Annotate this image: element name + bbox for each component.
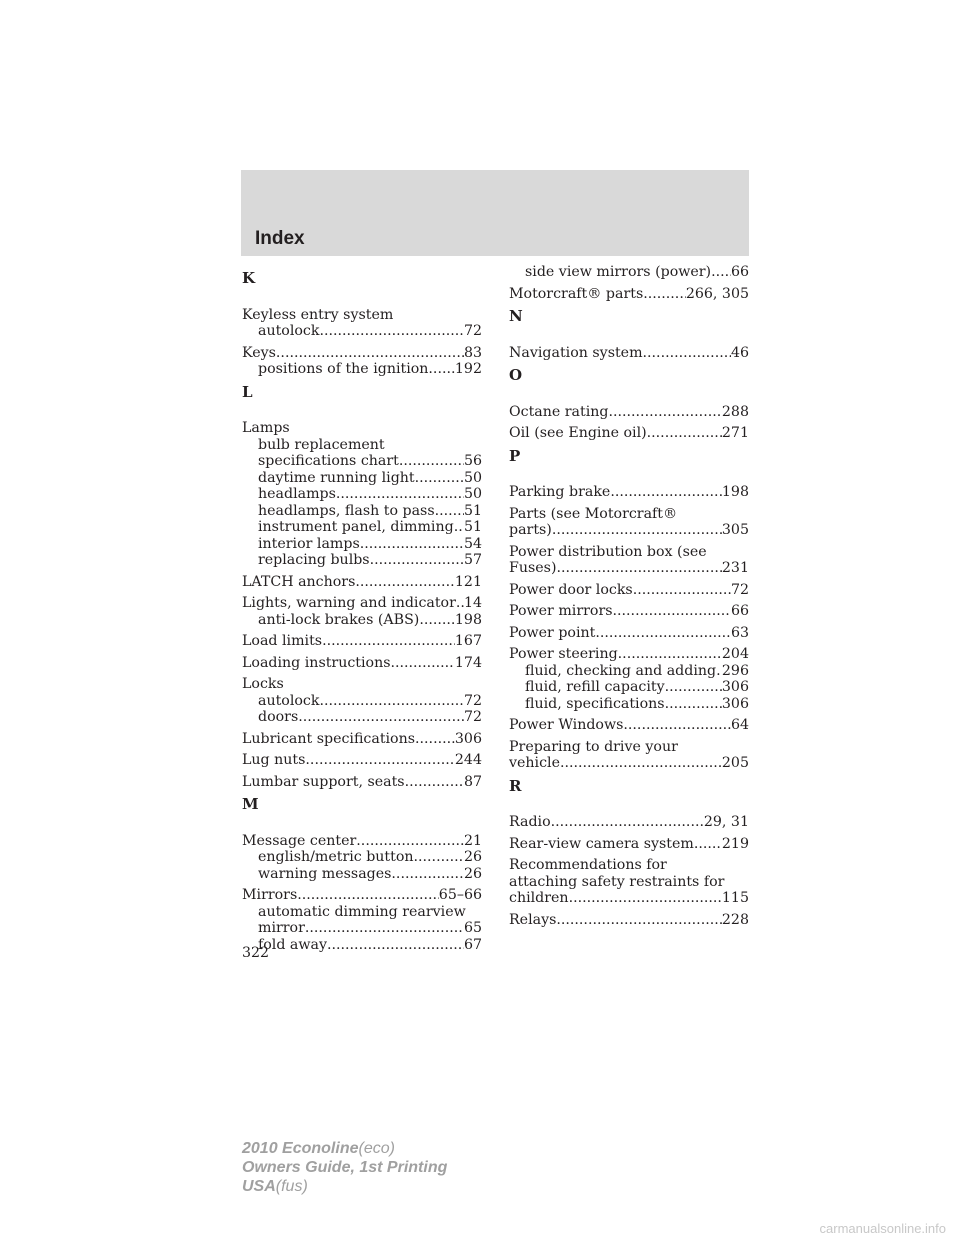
index-letter-heading: L [242,382,253,401]
entry-text: Power distribution box (see [509,543,707,560]
entry-text: headlamps, flash to pass [258,502,435,519]
entry-text: Motorcraft® parts [509,285,644,302]
page-reference: 50 [463,486,482,502]
dot-leader [647,425,722,442]
index-entry [242,595,482,628]
index-entry-line [509,814,749,831]
dot-leader [319,323,463,340]
entry-text: doors [258,709,299,725]
page-reference: 26 [463,849,482,865]
dot-leader [711,264,731,281]
entry-text: Octane rating [509,403,609,420]
page-reference: 50 [463,469,482,486]
entry-text: Lamps [242,420,290,436]
dot-leader [613,603,731,620]
footer-line-guide: Owners Guide, 1st Printing [242,1159,448,1176]
dot-leader [399,453,464,470]
index-entry-line [509,836,749,853]
index-entry-line [242,731,482,748]
dot-leader [319,693,463,710]
index-entry [509,425,749,442]
dot-leader [336,486,464,503]
page-reference: 167 [454,633,482,649]
page-reference: 72 [730,581,749,598]
entry-text: side view mirrors (power) [525,264,712,280]
page-reference: 46 [730,344,749,361]
entry-text: autolock [258,323,320,339]
dot-leader [297,887,439,904]
entry-text: Recommendations for [509,857,667,873]
index-subentry-line [242,437,482,454]
footer-model: 2010 Econoline [242,1140,359,1157]
dot-leader [360,536,464,553]
index-entry-line [509,544,749,561]
page-reference: 219 [721,835,749,852]
dot-leader [456,595,464,612]
index-column-right [509,264,749,933]
entry-text: fold away [258,936,327,953]
page-reference: 296 [721,662,749,679]
dot-leader [356,833,464,850]
index-subentry-line [509,663,749,680]
page-reference: 83 [463,344,482,361]
index-subentry-line [509,679,749,696]
index-entry-line [509,345,749,362]
page-number: 322 [242,945,270,961]
page-reference: 204 [721,646,749,662]
entry-text: fluid, checking and adding [525,662,717,679]
page-reference: 231 [721,560,749,576]
page-reference: 198 [721,484,749,500]
page-reference: 205 [721,755,749,771]
dot-leader [391,655,455,672]
index-subentry-line [242,904,482,921]
index-entry-line [509,739,749,756]
index-entry [242,633,482,650]
page-reference: 66 [730,264,749,280]
page-reference: 87 [463,773,482,790]
entry-text: Power Windows [509,717,624,733]
index-subentry-line [242,323,482,340]
index-entry-line [242,676,482,693]
entry-text: fluid, refill capacity [525,679,665,695]
page-reference: 56 [463,453,482,469]
dot-leader [610,484,722,501]
page-reference: 72 [463,323,482,339]
index-subentry-line [242,519,482,536]
index-entry [242,345,482,378]
dot-leader [623,717,731,734]
entry-text: Lug nuts [242,752,306,768]
dot-leader [276,345,464,362]
entry-text: anti-lock brakes (ABS) [258,611,420,628]
entry-text: Navigation system [509,344,643,361]
page-reference: 65 [463,920,482,936]
index-subentry-line [242,920,482,937]
page-reference: 67 [463,936,482,953]
index-entry-line [242,595,482,612]
dot-leader [322,633,455,650]
page-reference: 306 [454,730,482,747]
index-subentry-line [242,503,482,520]
page-reference: 14 [463,595,482,611]
dot-leader [551,814,704,831]
page-reference: 306 [721,679,749,695]
entry-text: Mirrors [242,887,298,903]
dot-leader [665,696,722,713]
page-reference: 66 [730,603,749,619]
entry-text: Load limits [242,633,323,649]
entry-text: Keyless entry system [242,306,394,323]
index-entry-line [509,912,749,929]
index-entry [509,739,749,772]
page-reference: 51 [463,519,482,535]
dot-leader [391,866,464,883]
index-letter-heading: N [509,307,523,325]
page-reference: 198 [454,611,482,628]
index-entry-line [509,560,749,577]
entry-text: Message center [242,832,357,849]
index-entry [509,603,749,620]
index-entry [509,404,749,421]
entry-text: LATCH anchors [242,573,356,590]
dot-leader [694,836,722,853]
dot-leader [305,752,454,769]
dot-leader [618,646,722,663]
page-reference: 54 [463,535,482,552]
footer-market-code: (fus) [275,1178,308,1195]
dot-leader [305,920,464,937]
entry-text: Oil (see Engine oil) [509,425,647,441]
entry-text: english/metric button [258,849,414,865]
index-entry [509,857,749,907]
index-entry-line [242,833,482,850]
index-subentry-line [242,453,482,470]
entry-text: instrument panel, dimming [258,519,454,535]
entry-text: Preparing to drive your [509,738,678,755]
page-reference: 305 [721,522,749,538]
dot-leader [643,345,731,362]
footer-market: USA [242,1178,276,1195]
index-letter-heading: R [509,776,522,795]
index-entry [509,345,749,362]
index-entry-line [242,420,482,437]
page-reference: 288 [721,403,749,420]
dot-leader [435,503,464,520]
index-entry-line [509,404,749,421]
page-reference: 72 [463,692,482,709]
index-subentry-line [242,361,482,378]
index-entry-line [242,774,482,791]
dot-leader [298,709,464,726]
page-reference: 29, 31 [703,814,749,830]
index-entry [242,420,482,569]
index-entry [242,833,482,883]
dot-leader [560,755,722,772]
section-title: Index [255,228,305,249]
entry-text: bulb replacement [258,436,385,453]
index-entry-line [509,603,749,620]
page-reference: 174 [454,654,482,671]
page-reference: 306 [721,695,749,712]
dot-leader [665,679,722,696]
dot-leader [415,470,464,487]
index-letter-heading: M [242,795,259,813]
dot-leader [454,519,464,536]
page-reference: 26 [463,865,482,882]
index-entry-line [509,874,749,891]
index-entry-line [509,857,749,874]
entry-text: automatic dimming rearview [258,903,466,920]
page-reference: 63 [730,624,749,641]
index-subentry-line [242,849,482,866]
dot-leader [419,612,455,629]
footer-line-market [242,1177,447,1196]
dot-leader [415,731,455,748]
entry-text: Radio [509,814,551,830]
entry-text: Lubricant specifications [242,730,416,747]
index-entry-line [509,625,749,642]
dot-leader [556,912,722,929]
dot-leader [414,849,464,866]
page-reference: 121 [454,573,482,590]
dot-leader [428,361,454,378]
index-entry [509,836,749,853]
page-reference: 57 [463,552,482,568]
page-reference: 115 [721,890,749,906]
entry-text: interior lamps [258,535,360,552]
index-subentry-line [509,264,749,281]
index-entry-line [509,582,749,599]
index-entry [509,814,749,831]
entry-text: warning messages [258,865,392,882]
dot-leader [595,625,731,642]
index-column-left [242,264,482,958]
entry-text: Keys [242,344,276,361]
document-footer [242,1139,447,1196]
dot-leader [556,560,721,577]
entry-text: children [509,890,569,906]
dot-leader [552,522,722,539]
index-entry-line [509,506,749,523]
index-entry-line [242,655,482,672]
entry-text: Loading instructions [242,654,391,671]
entry-text: Parking brake [509,484,611,500]
entry-text: Fuses) [509,560,557,576]
index-subentry-line [242,612,482,629]
index-entry-line [509,425,749,442]
index-subentry-line [242,486,482,503]
index-entry-line [242,307,482,324]
index-entry [242,574,482,591]
index-entry [509,484,749,501]
footer-model-code: (eco) [358,1140,395,1157]
entry-text: specifications chart [258,453,399,469]
page-reference: 271 [721,425,749,441]
index-entry-line [242,574,482,591]
dot-leader [355,574,455,591]
entry-text: Parts (see Motorcraft® [509,505,678,522]
index-entry [509,582,749,599]
index-entry-line [242,752,482,769]
page-reference: 72 [463,709,482,725]
entry-text: autolock [258,692,320,709]
page-reference: 192 [454,361,482,377]
index-letter-heading: P [509,446,521,465]
dot-leader [370,552,464,569]
index-entry-line [509,286,749,303]
index-letter-heading: K [242,269,256,287]
index-entry-line [509,484,749,501]
entry-text: Lumbar support, seats [242,773,405,790]
entry-text: Locks [242,676,284,692]
index-subentry-line [242,709,482,726]
index-entry [509,286,749,303]
index-subentry-line [509,696,749,713]
index-entry [242,731,482,748]
index-entry [242,676,482,726]
index-entry-line [242,345,482,362]
index-entry-line [242,633,482,650]
index-subentry-line [242,536,482,553]
index-entry [242,774,482,791]
page-reference: 228 [721,911,749,928]
entry-text: daytime running light [258,469,415,486]
entry-text: fluid, specifications [525,695,665,712]
index-entry-line [509,522,749,539]
entry-text: Power point [509,624,596,641]
index-entry-line [509,717,749,734]
dot-leader [405,774,464,791]
page-reference: 65–66 [438,887,482,903]
index-entry [509,264,749,281]
index-entry [242,752,482,769]
page-reference: 64 [730,717,749,733]
index-entry [509,646,749,712]
index-entry [509,506,749,539]
footer-line-model [242,1139,447,1158]
page-reference: 244 [454,752,482,768]
entry-text: Relays [509,911,557,928]
entry-text: Lights, warning and indicator [242,595,456,611]
index-subentry-line [242,937,482,954]
index-entry [242,655,482,672]
index-entry-line [509,890,749,907]
index-letter-heading: O [509,366,523,384]
index-entry [242,887,482,953]
page-reference: 266, 305 [685,285,749,302]
entry-text: positions of the ignition [258,361,429,377]
section-header-band [241,170,749,256]
page-reference: 21 [463,832,482,849]
entry-text: parts) [509,522,552,538]
entry-text: Power steering [509,646,618,662]
index-entry [242,307,482,340]
index-entry [509,625,749,642]
entry-text: vehicle [509,755,560,771]
watermark: carmanualsonline.info [819,1221,946,1236]
dot-leader [569,890,722,907]
index-entry-line [509,755,749,772]
dot-leader [643,286,686,303]
entry-text: Power door locks [509,581,633,598]
dot-leader [327,937,464,954]
index-subentry-line [242,693,482,710]
entry-text: Rear-view camera system [509,835,694,852]
index-subentry-line [242,866,482,883]
entry-text: mirror [258,920,305,936]
index-subentry-line [242,470,482,487]
dot-leader [633,582,731,599]
dot-leader [608,404,721,421]
entry-text: replacing bulbs [258,552,370,568]
index-entry-line [509,646,749,663]
index-entry-line [242,887,482,904]
index-entry [509,544,749,577]
index-subentry-line [242,552,482,569]
entry-text: attaching safety restraints for [509,873,725,890]
index-entry [509,717,749,734]
index-entry [509,912,749,929]
entry-text: Power mirrors [509,603,613,619]
entry-text: headlamps [258,486,336,502]
page-reference: 51 [463,502,482,519]
